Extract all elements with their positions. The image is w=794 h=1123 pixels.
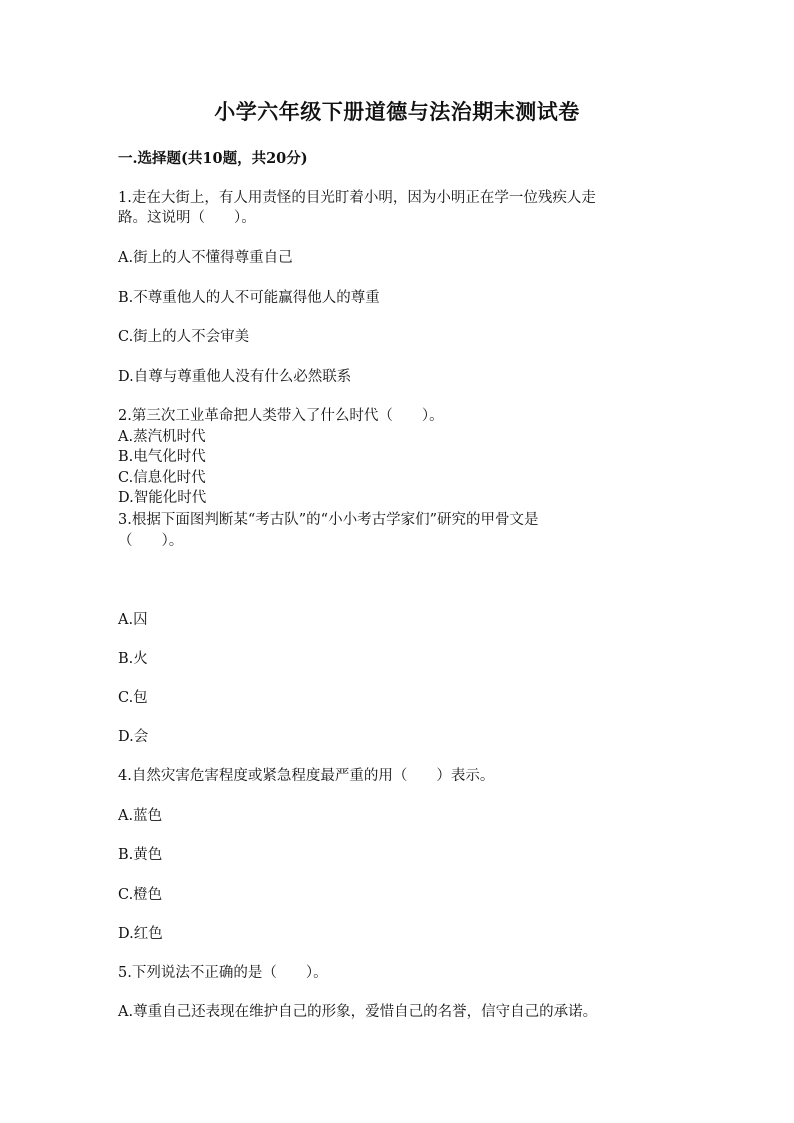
question-4-stem: 4.自然灾害危害程度或紧急程度最严重的用（ ）表示。	[118, 768, 495, 784]
question-4-option-d: D.红色	[118, 926, 163, 942]
question-3-option-d: D.会	[118, 729, 149, 745]
question-4-option-c: C.橙色	[118, 887, 163, 903]
question-3-stem-line-2: （ ）。	[118, 533, 184, 549]
question-3-option-a: A.囚	[118, 612, 148, 628]
question-1-stem-line-2: 路。这说明（ ）。	[118, 210, 256, 226]
question-2-stem: 2.第三次工业革命把人类带入了什么时代（ ）。	[118, 408, 444, 424]
question-4-option-b: B.黄色	[118, 847, 163, 863]
question-3-option-c: C.包	[118, 690, 148, 706]
question-1-option-a: A.街上的人不懂得尊重自己	[118, 250, 293, 266]
question-2-option-b: B.电气化时代	[118, 449, 206, 465]
question-5-option-a: A.尊重自己还表现在维护自己的形象，爱惜自己的名誉，信守自己的承诺。	[118, 1004, 598, 1020]
section-heading: 一.选择题(共10题，共20分)	[118, 150, 308, 167]
question-3-figure-placeholder	[118, 556, 638, 602]
question-1-stem-line-1: 1.走在大街上，有人用责怪的目光盯着小明，因为小明正在学一位残疾人走	[118, 190, 596, 206]
question-3-option-b: B.火	[118, 651, 148, 667]
question-1-option-b: B.不尊重他人的人不可能赢得他人的尊重	[118, 290, 380, 306]
question-2-option-c: C.信息化时代	[118, 470, 206, 486]
page-title: 小学六年级下册道德与法治期末测试卷	[214, 99, 580, 124]
question-2-option-d: D.智能化时代	[118, 490, 207, 506]
question-1-option-c: C.街上的人不会审美	[118, 329, 250, 345]
question-5-stem: 5.下列说法不正确的是（ ）。	[118, 965, 328, 981]
question-3-stem-line-1: 3.根据下面图判断某“考古队”的“小小考古学家们”研究的甲骨文是	[118, 512, 539, 528]
question-4-option-a: A.蓝色	[118, 808, 163, 824]
question-2-option-a: A.蒸汽机时代	[118, 429, 206, 445]
question-1-option-d: D.自尊与尊重他人没有什么必然联系	[118, 369, 352, 385]
